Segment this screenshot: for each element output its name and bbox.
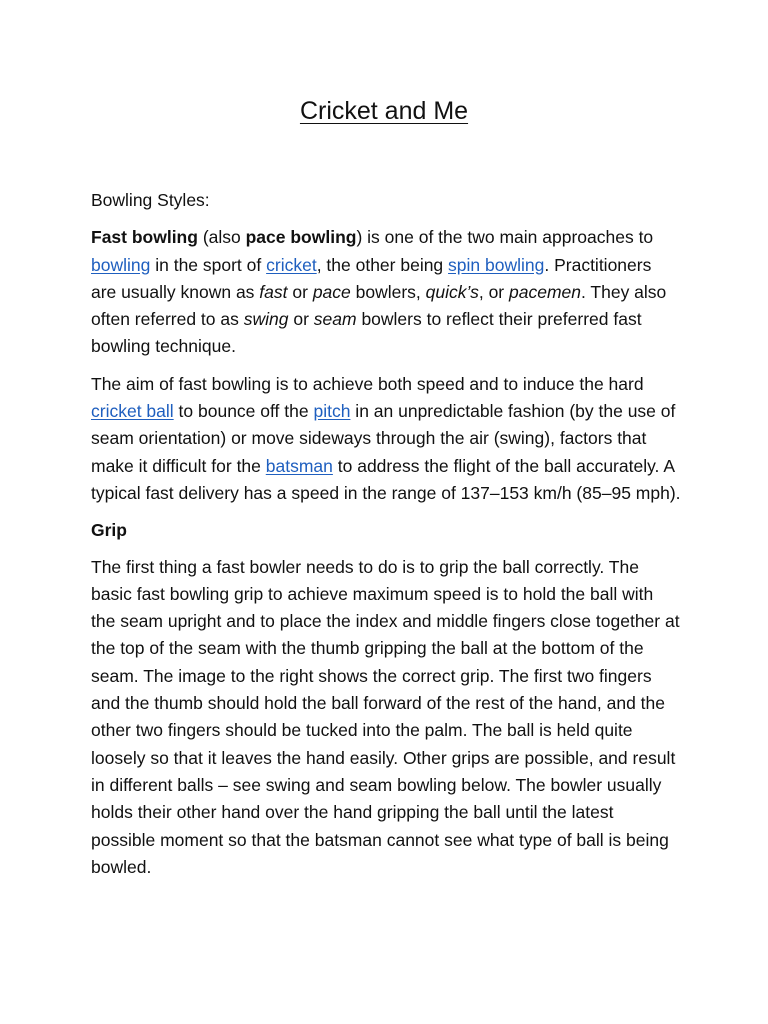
document-body [91, 187, 681, 891]
link-cricket[interactable]: cricket [266, 254, 317, 275]
link-bowling[interactable]: bowling [91, 254, 151, 275]
italic-term: swing [243, 309, 289, 330]
section-label: Bowling Styles: [91, 190, 210, 210]
bold-term: Fast bowling [91, 227, 198, 248]
link-batsman[interactable]: batsman [265, 455, 333, 476]
italic-term: quick’s [425, 281, 479, 302]
paragraph-aim: The aim of fast bowling is to achieve both speed and to induce the hard cricket ball to bounce off the pitch in an unpredictable fashion (by the use of seam orientation) or move sideways through the air (swing), factors that make it difficult for the batsman to address the flight of the ball accurately. A typical fast delivery has a speed in the range of 137–153 km/h (85–95 mph). [91, 373, 681, 503]
page-title: Cricket and Me [299, 97, 469, 125]
link-cricket-ball[interactable]: cricket ball [91, 401, 174, 422]
link-spin-bowling[interactable]: spin bowling [448, 254, 545, 275]
grip-heading: Grip [91, 520, 127, 541]
italic-term: pace [312, 281, 351, 302]
paragraph-grip: The first thing a fast bowler needs to do is to grip the ball correctly. The basic fast bowling grip to achieve maximum speed is to hold the ball with the seam upright and to place the index and middle fingers close together at the top of the seam with the thumb gripping the ball at the bottom of the seam. The image to the right shows the correct grip. The first two fingers and the thumb should hold the ball forward of the rest of the hand, and the other two fingers should be tucked into the palm. The ball is held quite loosely so that it leaves the hand easily. Other grips are possible, and result in different balls – see swing and seam bowling below. The bowler usually holds their other hand over the hand gripping the ball until the latest possible moment so that the batsman cannot see what type of ball is being bowled. [91, 556, 680, 877]
italic-term: fast [259, 281, 288, 302]
paragraph-fast-bowling: Fast bowling (also pace bowling) is one of the two main approaches to bowling in the sport of cricket, the other being spin bowling. Practitioners are usually known as fast or pace bowlers, quick’s, or pacemen. They also often referred to as swing or seam bowlers to reflect their preferred fast bowling technique. [91, 227, 667, 357]
bold-term: pace bowling [245, 227, 357, 248]
italic-term: pacemen [509, 281, 581, 302]
link-pitch[interactable]: pitch [313, 401, 351, 422]
italic-term: seam [313, 309, 357, 330]
